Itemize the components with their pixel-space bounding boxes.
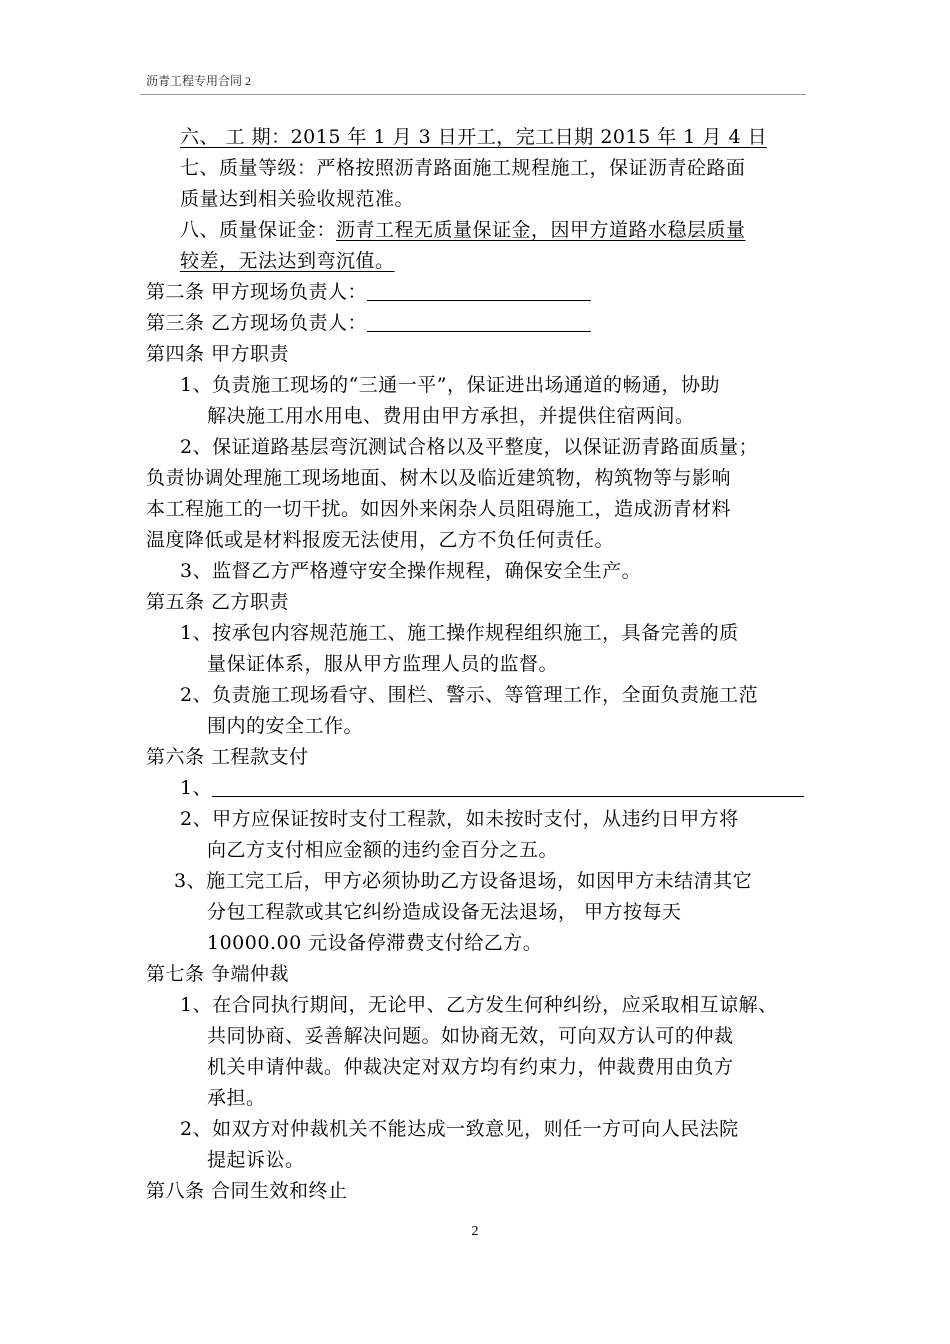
article-5-item-1-cont: 量保证体系，服从甲方监理人员的监督。 bbox=[207, 653, 559, 675]
article-3-blank bbox=[367, 311, 591, 332]
article-7-item-1: 1、在合同执行期间，无论甲、乙方发生何种纠纷，应采取相互谅解、 bbox=[180, 994, 778, 1016]
article-3-label: 第三条 乙方现场负责人： bbox=[146, 312, 368, 334]
article-5-heading: 第五条 乙方职责 bbox=[146, 591, 290, 613]
article-6-heading: 第六条 工程款支付 bbox=[146, 746, 309, 768]
article-4-item-2-cont-1: 负责协调处理施工现场地面、树木以及临近建筑物，构筑物等与影响 bbox=[146, 467, 732, 489]
clause-quality-deposit-label: 八、质量保证金： bbox=[180, 219, 337, 241]
article-5-item-2-cont: 围内的安全工作。 bbox=[207, 715, 364, 737]
article-7-item-1-cont-2: 机关申请仲裁。仲裁决定对双方均有约束力，仲裁费用由负方 bbox=[207, 1056, 734, 1078]
article-4-item-1: 1、负责施工现场的“三通一平”，保证进出场通道的畅通，协助 bbox=[180, 374, 721, 396]
article-7-heading: 第七条 争端仲裁 bbox=[146, 963, 290, 985]
clause-quality-grade-cont: 质量达到相关验收规范准。 bbox=[180, 188, 415, 210]
article-6-item-3-cont-1: 分包工程款或其它纠纷造成设备无法退场， 甲方按每天 bbox=[207, 901, 682, 923]
article-7-item-2: 2、如双方对仲裁机关不能达成一致意见，则任一方可向人民法院 bbox=[180, 1118, 739, 1140]
article-6-item-1 bbox=[180, 773, 804, 803]
running-header: 沥青工程专用合同 2 bbox=[146, 74, 252, 88]
article-6-item-2-cont: 向乙方支付相应金额的违约金百分之五。 bbox=[207, 839, 559, 861]
article-7-item-1-cont-3: 承担。 bbox=[207, 1087, 266, 1109]
clause-quality-grade: 七、质量等级：严格按照沥青路面施工规程施工，保证沥青砼路面 bbox=[180, 157, 746, 179]
clause-quality-deposit-text: 沥青工程无质量保证金，因甲方道路水稳层质量 bbox=[336, 219, 746, 241]
article-3 bbox=[146, 308, 591, 338]
article-7-item-1-cont-1: 共同协商、妥善解决问题。如协商无效，可向双方认可的仲裁 bbox=[207, 1025, 734, 1047]
article-5-item-2: 2、负责施工现场看守、围栏、警示、等管理工作，全面负责施工范 bbox=[180, 684, 759, 706]
clause-quality-deposit-cont: 较差，无法达到弯沉值。 bbox=[180, 250, 395, 272]
article-6-item-2: 2、甲方应保证按时支付工程款，如未按时支付，从违约日甲方将 bbox=[180, 808, 739, 830]
article-2 bbox=[146, 277, 591, 307]
article-4-item-1-cont: 解决施工用水用电、费用由甲方承担，并提供住宿两间。 bbox=[207, 405, 695, 427]
article-6-item-1-blank bbox=[212, 776, 804, 797]
article-6-item-3-cont-2: 10000.00 元设备停滞费支付给乙方。 bbox=[207, 932, 543, 954]
article-4-heading: 第四条 甲方职责 bbox=[146, 343, 290, 365]
article-2-blank bbox=[367, 280, 591, 301]
clause-quality-deposit bbox=[180, 215, 746, 245]
article-4-item-2-cont-2: 本工程施工的一切干扰。如因外来闲杂人员阻碍施工，造成沥青材料 bbox=[146, 498, 732, 520]
article-6-item-1-label: 1、 bbox=[180, 777, 213, 799]
header-rule bbox=[140, 94, 806, 95]
article-2-label: 第二条 甲方现场负责人： bbox=[146, 281, 368, 303]
page-number: 2 bbox=[471, 1224, 479, 1239]
article-4-item-3: 3、监督乙方严格遵守安全操作规程，确保安全生产。 bbox=[180, 560, 642, 582]
article-6-item-3: 3、施工完工后，甲方必须协助乙方设备退场，如因甲方未结清其它 bbox=[174, 870, 753, 892]
article-5-item-1: 1、按承包内容规范施工、施工操作规程组织施工，具备完善的质 bbox=[180, 622, 739, 644]
article-4-item-2-cont-3: 温度降低或是材料报废无法使用，乙方不负任何责任。 bbox=[146, 529, 615, 551]
article-7-item-2-cont: 提起诉讼。 bbox=[207, 1149, 305, 1171]
article-4-item-2: 2、保证道路基层弯沉测试合格以及平整度，以保证沥青路面质量； bbox=[180, 436, 759, 458]
article-8-heading: 第八条 合同生效和终止 bbox=[146, 1180, 348, 1202]
clause-schedule: 六、 工 期：2015 年 1 月 3 日开工，完工日期 2015 年 1 月 4 日 bbox=[180, 126, 768, 148]
